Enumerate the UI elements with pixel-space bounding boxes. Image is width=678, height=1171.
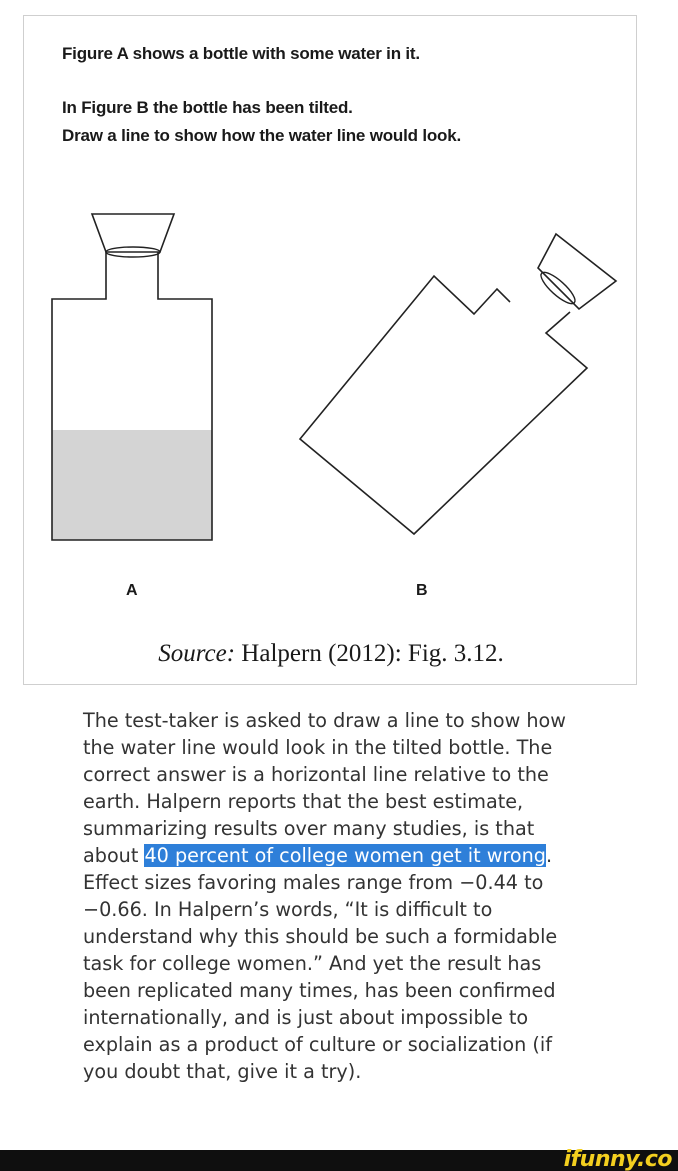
highlighted-text[interactable]: 40 percent of college women get it wrong [144,844,546,867]
bottle-a [52,214,212,540]
bottle-b-outline [300,276,587,534]
article-text-after: . Effect sizes favoring males range from −0.44 to −0.66. In Halpern’s words, “It is difficult to understand why this should be such a formidable task for college women.” And yet the result has been replicated many times, has been confirmed internationally, and is just about impossible to explain as a product of culture or socialization (if you doubt that, give it a try). [83,844,558,1083]
figure-instruction-line2: In Figure B the bottle has been tilted. [62,98,353,117]
bottle-b-cap [538,234,616,309]
bottle-a-water [52,430,212,540]
figure-label-b: B [416,582,428,599]
bottles-illustration [24,16,638,686]
article-paragraph [83,707,593,1085]
figure-instruction-line3: Draw a line to show how the water line would look. [62,126,461,145]
bottle-b [300,234,616,534]
figure-source-caption [24,640,638,668]
article-text-before: The test-taker is asked to draw a line to show how the water line would look in the tilted bottle. The correct answer is a horizontal line relative to the earth. Halpern reports that the best estimate, summarizing results over many studies, is that about [83,709,566,867]
figure-label-a: A [126,582,138,599]
source-label: Source: [158,640,236,667]
figure-panel [23,15,637,685]
ifunny-watermark-logo: ifunny.co [563,1147,672,1171]
source-citation: Halpern (2012): Fig. 3.12. [235,640,504,667]
footer-bar [0,1147,678,1171]
figure-instruction-line1: Figure A shows a bottle with some water in it. [62,44,420,63]
